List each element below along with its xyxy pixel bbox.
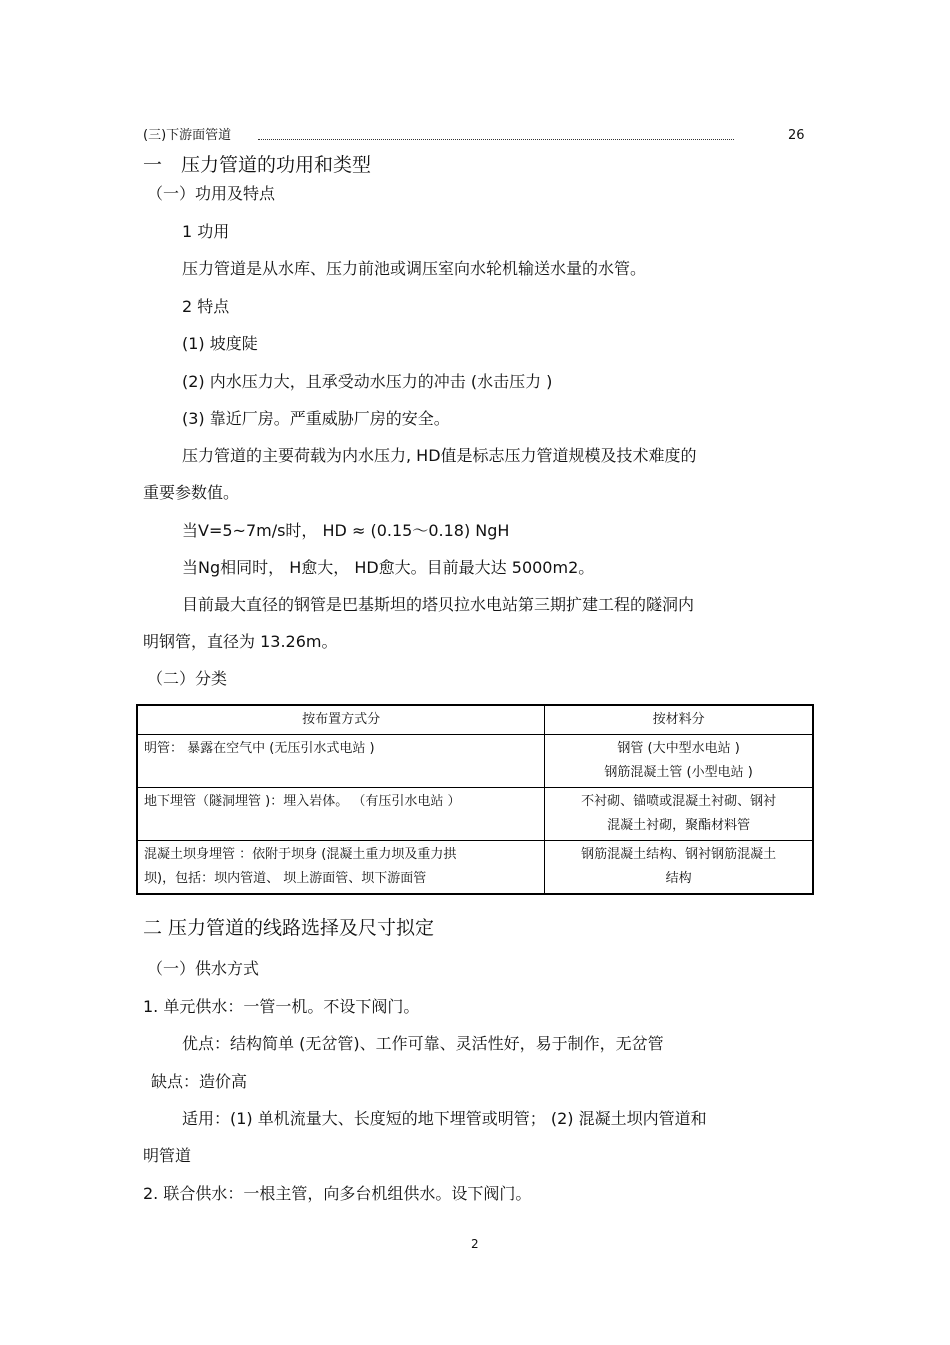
table-cell-layout (137, 735, 545, 788)
toc-entry-page: 26 (788, 128, 805, 143)
section-1-para-2-line-2: 明钢管，直径为 13.26m。 (143, 632, 338, 651)
toc-entry-label: (三)下游面管道 (143, 128, 232, 143)
cell-text: 钢筋混凝土结构、钢衬钢筋混凝土 (581, 847, 777, 862)
cell-text: 钢管 (大中型水电站 ) (617, 741, 740, 756)
section-1-point-2: (2) 内水压力大，且承受动水压力的冲击 (水击压力 ) (182, 372, 553, 391)
section-1-para-1-line-2: 重要参数值。 (143, 483, 240, 502)
section-2-disadvantages: 缺点：造价高 (151, 1072, 248, 1091)
table-cell-material (545, 735, 813, 788)
section-2-advantages: 优点：结构简单 (无岔管)、工作可靠、灵活性好，易于制作，无岔管 (182, 1034, 664, 1053)
table-row (137, 735, 813, 788)
section-1-sub-1: （一）功用及特点 (147, 184, 276, 203)
section-2-application-line-2: 明管道 (143, 1146, 192, 1165)
cell-text: 混凝土衬砌，聚酯材料管 (607, 818, 751, 833)
classification-table (136, 704, 814, 895)
section-1-formula-2: 当Ng相同时， H愈大， HD愈大。目前最大达 5000m2。 (182, 558, 595, 577)
section-1-point-3: (3) 靠近厂房。严重威胁厂房的安全。 (182, 409, 450, 428)
cell-text: 结构 (665, 871, 692, 886)
page-number: 2 (471, 1237, 479, 1251)
table-cell-material (545, 788, 813, 841)
table-row (137, 841, 813, 895)
cell-text: 明管： 暴露在空气中 (无压引水式电站 ) (144, 741, 375, 756)
section-2-title: 二 压力管道的线路选择及尺寸拟定 (143, 917, 435, 939)
section-2-sub-1: （一）供水方式 (147, 959, 260, 978)
section-2-item-2: 2. 联合供水：一根主管，向多台机组供水。设下阀门。 (143, 1184, 532, 1203)
section-1-para-2-line-1: 目前最大直径的钢管是巴基斯坦的塔贝拉水电站第三期扩建工程的隧洞内 (182, 595, 695, 614)
section-1-item-1-text: 压力管道是从水库、压力前池或调压室向水轮机输送水量的水管。 (182, 259, 647, 278)
cell-text: 混凝土坝身埋管 ：依附于坝身 (混凝土重力坝及重力拱 (144, 847, 457, 862)
section-1-point-1: (1) 坡度陡 (182, 334, 258, 353)
table-header-row (137, 705, 813, 735)
cell-text: 钢筋混凝土管 (小型电站 ) (604, 765, 753, 780)
section-1-para-1-line-1: 压力管道的主要荷载为内水压力, HD值是标志压力管道规模及技术难度的 (182, 446, 697, 465)
section-1-item-2: 2 特点 (182, 297, 230, 316)
table-cell-layout (137, 788, 545, 841)
table-cell-material (545, 841, 813, 895)
table-header-layout: 按布置方式分 (137, 705, 545, 735)
section-1-sub-2: （二）分类 (147, 669, 228, 688)
table-header-material: 按材料分 (545, 705, 813, 735)
section-1-title: 一 压力管道的功用和类型 (143, 154, 372, 176)
cell-text: 地下埋管（隧洞埋管 )：埋入岩体。 （有压引水电站 ） (144, 794, 461, 809)
section-2-item-1: 1. 单元供水：一管一机。不设下阀门。 (143, 997, 420, 1016)
cell-text: 坝)，包括：坝内管道、 坝上游面管、坝下游面管 (144, 871, 427, 886)
section-1-formula-1: 当V=5~7m/s时， HD ≈ (0.15～0.18) NgH (182, 521, 510, 540)
table-cell-layout (137, 841, 545, 895)
toc-leader-dots (258, 129, 734, 140)
section-2-application-line-1: 适用：(1) 单机流量大、长度短的地下埋管或明管； (2) 混凝土坝内管道和 (182, 1109, 707, 1128)
cell-text: 不衬砌、锚喷或混凝土衬砌、钢衬 (581, 794, 777, 809)
table-row (137, 788, 813, 841)
section-1-item-1: 1 功用 (182, 222, 230, 241)
